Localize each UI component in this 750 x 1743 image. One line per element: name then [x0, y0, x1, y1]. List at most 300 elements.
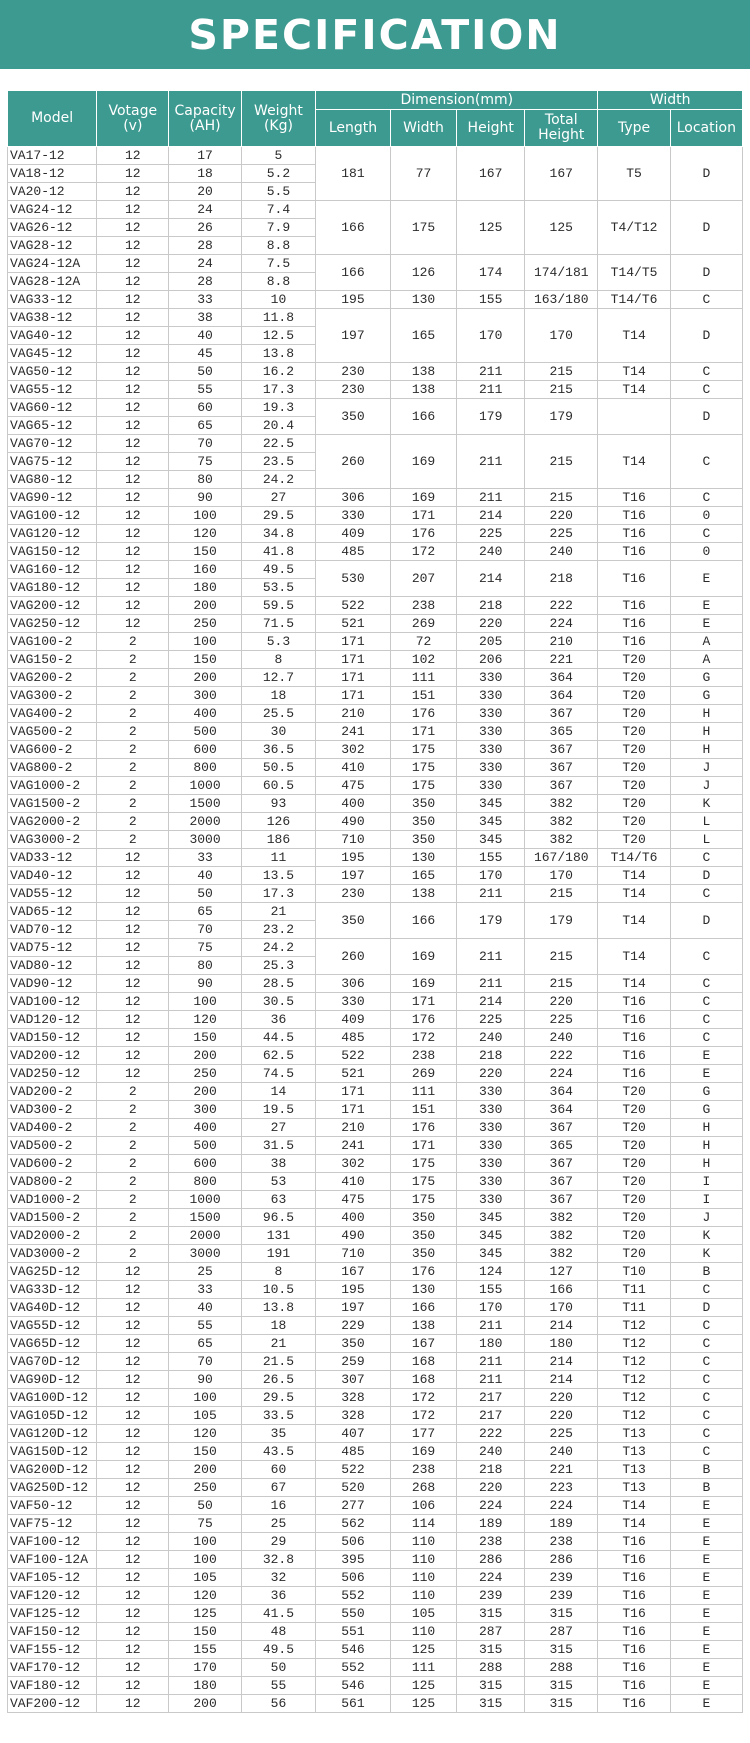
cell-voltage: 12 [97, 219, 169, 237]
cell-capacity: 2000 [169, 1227, 241, 1245]
cell-voltage: 12 [97, 1425, 169, 1443]
cell-voltage: 2 [97, 1191, 169, 1209]
cell-capacity: 55 [169, 1317, 241, 1335]
cell-total-height: 174/181 [525, 255, 598, 291]
cell-height: 315 [457, 1605, 525, 1623]
table-row [8, 939, 743, 957]
specification-table [7, 90, 743, 1713]
cell-width: 268 [390, 1479, 457, 1497]
cell-weight: 29.5 [241, 1389, 316, 1407]
cell-terminal-type: T20 [598, 1227, 670, 1245]
table-row [8, 1353, 743, 1371]
cell-weight: 8 [241, 1263, 316, 1281]
cell-height: 124 [457, 1263, 525, 1281]
cell-weight: 36 [241, 1587, 316, 1605]
cell-width: 114 [390, 1515, 457, 1533]
cell-model: VAG45-12 [8, 345, 97, 363]
cell-length: 167 [316, 1263, 391, 1281]
cell-length: 506 [316, 1533, 391, 1551]
cell-total-height: 225 [525, 1425, 598, 1443]
cell-width: 207 [390, 561, 457, 597]
cell-length: 328 [316, 1389, 391, 1407]
cell-terminal-location: J [670, 1209, 742, 1227]
cell-length: 197 [316, 309, 391, 363]
cell-total-height: 221 [525, 1461, 598, 1479]
cell-terminal-type: T12 [598, 1317, 670, 1335]
cell-width: 171 [390, 723, 457, 741]
cell-voltage: 12 [97, 1569, 169, 1587]
cell-total-height: 382 [525, 795, 598, 813]
cell-total-height: 170 [525, 309, 598, 363]
cell-voltage: 12 [97, 201, 169, 219]
table-row [8, 309, 743, 327]
cell-terminal-type: T10 [598, 1263, 670, 1281]
cell-length: 522 [316, 1461, 391, 1479]
cell-weight: 50 [241, 1659, 316, 1677]
cell-height: 330 [457, 1137, 525, 1155]
table-row [8, 1425, 743, 1443]
cell-model: VAG40-12 [8, 327, 97, 345]
cell-weight: 55 [241, 1677, 316, 1695]
cell-voltage: 2 [97, 669, 169, 687]
cell-capacity: 150 [169, 1029, 241, 1047]
cell-weight: 25 [241, 1515, 316, 1533]
cell-height: 287 [457, 1623, 525, 1641]
header-width: Width [390, 110, 457, 147]
cell-voltage: 12 [97, 1353, 169, 1371]
table-row [8, 381, 743, 399]
cell-model: VAG200D-12 [8, 1461, 97, 1479]
cell-terminal-location: E [670, 597, 742, 615]
header-total-height [525, 110, 598, 147]
cell-voltage: 2 [97, 777, 169, 795]
cell-capacity: 90 [169, 975, 241, 993]
cell-length: 475 [316, 777, 391, 795]
cell-length: 710 [316, 1245, 391, 1263]
cell-voltage: 12 [97, 183, 169, 201]
cell-model: VAG120-12 [8, 525, 97, 543]
cell-weight: 93 [241, 795, 316, 813]
cell-weight: 25.5 [241, 705, 316, 723]
cell-terminal-type: T16 [598, 1677, 670, 1695]
cell-weight: 63 [241, 1191, 316, 1209]
header-capacity-label: Capacity (AH) [174, 102, 236, 134]
header-terminal: Width [598, 91, 743, 110]
cell-height: 211 [457, 975, 525, 993]
cell-weight: 96.5 [241, 1209, 316, 1227]
cell-length: 552 [316, 1587, 391, 1605]
cell-terminal-location: K [670, 1245, 742, 1263]
cell-model: VAD65-12 [8, 903, 97, 921]
cell-capacity: 70 [169, 435, 241, 453]
cell-voltage: 12 [97, 1659, 169, 1677]
cell-capacity: 33 [169, 849, 241, 867]
cell-total-height: 215 [525, 381, 598, 399]
cell-model: VAG25D-12 [8, 1263, 97, 1281]
cell-voltage: 12 [97, 147, 169, 165]
cell-terminal-type [598, 399, 670, 435]
cell-capacity: 25 [169, 1263, 241, 1281]
cell-width: 169 [390, 975, 457, 993]
cell-terminal-type: T20 [598, 705, 670, 723]
cell-capacity: 50 [169, 1497, 241, 1515]
cell-voltage: 12 [97, 273, 169, 291]
cell-terminal-location: C [670, 1389, 742, 1407]
cell-capacity: 50 [169, 363, 241, 381]
cell-total-height: 367 [525, 1191, 598, 1209]
cell-total-height: 315 [525, 1677, 598, 1695]
cell-width: 169 [390, 1443, 457, 1461]
cell-voltage: 12 [97, 1443, 169, 1461]
table-row [8, 1209, 743, 1227]
cell-width: 269 [390, 615, 457, 633]
cell-terminal-type: T14 [598, 903, 670, 939]
cell-capacity: 3000 [169, 1245, 241, 1263]
cell-terminal-location: C [670, 975, 742, 993]
cell-capacity: 28 [169, 273, 241, 291]
cell-voltage: 2 [97, 795, 169, 813]
cell-terminal-location: D [670, 201, 742, 255]
cell-terminal-type: T4/T12 [598, 201, 670, 255]
cell-model: VAG70D-12 [8, 1353, 97, 1371]
cell-total-height: 238 [525, 1533, 598, 1551]
cell-model: VAG180-12 [8, 579, 97, 597]
table-row [8, 687, 743, 705]
cell-terminal-location: C [670, 1407, 742, 1425]
cell-voltage: 2 [97, 1083, 169, 1101]
cell-total-height: 218 [525, 561, 598, 597]
cell-height: 345 [457, 831, 525, 849]
cell-width: 130 [390, 1281, 457, 1299]
cell-model: VAG3000-2 [8, 831, 97, 849]
header-weight [241, 91, 316, 147]
cell-capacity: 400 [169, 705, 241, 723]
cell-length: 409 [316, 525, 391, 543]
cell-weight: 74.5 [241, 1065, 316, 1083]
cell-weight: 38 [241, 1155, 316, 1173]
table-row [8, 1389, 743, 1407]
cell-model: VAG70-12 [8, 435, 97, 453]
cell-model: VAF50-12 [8, 1497, 97, 1515]
cell-total-height: 220 [525, 993, 598, 1011]
cell-model: VAG160-12 [8, 561, 97, 579]
cell-voltage: 12 [97, 1605, 169, 1623]
cell-height: 218 [457, 597, 525, 615]
cell-capacity: 100 [169, 633, 241, 651]
cell-total-height: 286 [525, 1551, 598, 1569]
cell-length: 407 [316, 1425, 391, 1443]
cell-width: 238 [390, 1047, 457, 1065]
cell-voltage: 2 [97, 1227, 169, 1245]
cell-height: 180 [457, 1335, 525, 1353]
cell-capacity: 24 [169, 201, 241, 219]
cell-height: 239 [457, 1587, 525, 1605]
cell-terminal-location: L [670, 831, 742, 849]
cell-voltage: 12 [97, 327, 169, 345]
cell-weight: 27 [241, 489, 316, 507]
cell-capacity: 600 [169, 1155, 241, 1173]
cell-weight: 23.2 [241, 921, 316, 939]
cell-width: 130 [390, 849, 457, 867]
cell-weight: 5 [241, 147, 316, 165]
cell-weight: 32.8 [241, 1551, 316, 1569]
table-row [8, 201, 743, 219]
cell-terminal-type: T14 [598, 867, 670, 885]
cell-length: 395 [316, 1551, 391, 1569]
cell-terminal-location: C [670, 489, 742, 507]
cell-model: VAG100-2 [8, 633, 97, 651]
cell-terminal-type: T20 [598, 813, 670, 831]
table-row [8, 795, 743, 813]
cell-total-height: 382 [525, 1245, 598, 1263]
cell-length: 171 [316, 651, 391, 669]
cell-voltage: 12 [97, 543, 169, 561]
cell-height: 170 [457, 867, 525, 885]
table-row [8, 1605, 743, 1623]
cell-width: 125 [390, 1641, 457, 1659]
cell-height: 330 [457, 687, 525, 705]
cell-weight: 48 [241, 1623, 316, 1641]
cell-capacity: 120 [169, 525, 241, 543]
cell-width: 350 [390, 831, 457, 849]
cell-capacity: 1500 [169, 795, 241, 813]
cell-length: 181 [316, 147, 391, 201]
cell-terminal-location: D [670, 903, 742, 939]
cell-capacity: 38 [169, 309, 241, 327]
table-row [8, 1371, 743, 1389]
cell-weight: 19.5 [241, 1101, 316, 1119]
cell-capacity: 70 [169, 921, 241, 939]
cell-model: VAD90-12 [8, 975, 97, 993]
cell-terminal-type: T16 [598, 1011, 670, 1029]
cell-capacity: 500 [169, 1137, 241, 1155]
table-row [8, 1317, 743, 1335]
cell-capacity: 105 [169, 1407, 241, 1425]
cell-weight: 26.5 [241, 1371, 316, 1389]
cell-width: 171 [390, 1137, 457, 1155]
cell-total-height: 367 [525, 1155, 598, 1173]
cell-voltage: 12 [97, 1047, 169, 1065]
cell-model: VAD800-2 [8, 1173, 97, 1191]
cell-model: VAD200-12 [8, 1047, 97, 1065]
cell-model: VAG26-12 [8, 219, 97, 237]
cell-terminal-type: T16 [598, 1047, 670, 1065]
table-body [8, 147, 743, 1713]
table-row [8, 1659, 743, 1677]
table-row [8, 1533, 743, 1551]
cell-model: VAG800-2 [8, 759, 97, 777]
cell-height: 330 [457, 759, 525, 777]
table-row [8, 1443, 743, 1461]
cell-model: VAD120-12 [8, 1011, 97, 1029]
cell-weight: 60 [241, 1461, 316, 1479]
cell-model: VAD500-2 [8, 1137, 97, 1155]
table-row [8, 1335, 743, 1353]
cell-model: VAG75-12 [8, 453, 97, 471]
cell-terminal-location: E [670, 1515, 742, 1533]
cell-capacity: 300 [169, 687, 241, 705]
cell-width: 238 [390, 1461, 457, 1479]
cell-width: 72 [390, 633, 457, 651]
cell-model: VAD100-12 [8, 993, 97, 1011]
cell-terminal-location: G [670, 1083, 742, 1101]
table-row [8, 291, 743, 309]
cell-voltage: 12 [97, 957, 169, 975]
cell-voltage: 12 [97, 291, 169, 309]
cell-length: 302 [316, 1155, 391, 1173]
cell-width: 126 [390, 255, 457, 291]
cell-model: VAG33-12 [8, 291, 97, 309]
cell-terminal-type: T14 [598, 975, 670, 993]
cell-capacity: 33 [169, 1281, 241, 1299]
cell-capacity: 100 [169, 993, 241, 1011]
cell-height: 211 [457, 885, 525, 903]
cell-total-height: 364 [525, 669, 598, 687]
table-row [8, 1263, 743, 1281]
cell-width: 175 [390, 1191, 457, 1209]
cell-voltage: 12 [97, 435, 169, 453]
cell-weight: 21 [241, 903, 316, 921]
cell-model: VAG60-12 [8, 399, 97, 417]
cell-width: 138 [390, 363, 457, 381]
cell-total-height: 225 [525, 525, 598, 543]
cell-model: VAG55-12 [8, 381, 97, 399]
cell-capacity: 80 [169, 957, 241, 975]
cell-voltage: 2 [97, 687, 169, 705]
cell-width: 172 [390, 543, 457, 561]
cell-height: 225 [457, 525, 525, 543]
cell-capacity: 80 [169, 471, 241, 489]
cell-terminal-location: C [670, 1317, 742, 1335]
cell-voltage: 12 [97, 849, 169, 867]
table-row [8, 597, 743, 615]
cell-width: 165 [390, 867, 457, 885]
cell-capacity: 75 [169, 1515, 241, 1533]
cell-total-height: 214 [525, 1353, 598, 1371]
cell-weight: 20.4 [241, 417, 316, 435]
cell-total-height: 367 [525, 1173, 598, 1191]
cell-terminal-location: 0 [670, 543, 742, 561]
cell-width: 171 [390, 507, 457, 525]
table-row [8, 561, 743, 579]
cell-weight: 62.5 [241, 1047, 316, 1065]
cell-width: 110 [390, 1587, 457, 1605]
cell-total-height: 240 [525, 543, 598, 561]
cell-capacity: 250 [169, 1065, 241, 1083]
cell-height: 286 [457, 1551, 525, 1569]
cell-weight: 12.5 [241, 327, 316, 345]
cell-total-height: 288 [525, 1659, 598, 1677]
table-row [8, 1047, 743, 1065]
cell-total-height: 364 [525, 687, 598, 705]
table-row [8, 1245, 743, 1263]
cell-height: 330 [457, 723, 525, 741]
table-row [8, 759, 743, 777]
cell-terminal-location: C [670, 1029, 742, 1047]
cell-model: VAD80-12 [8, 957, 97, 975]
cell-width: 176 [390, 1263, 457, 1281]
cell-height: 345 [457, 1209, 525, 1227]
cell-width: 175 [390, 1173, 457, 1191]
cell-terminal-type: T16 [598, 597, 670, 615]
cell-capacity: 400 [169, 1119, 241, 1137]
cell-terminal-location: E [670, 1605, 742, 1623]
cell-length: 350 [316, 1335, 391, 1353]
cell-height: 224 [457, 1569, 525, 1587]
cell-terminal-type: T20 [598, 1101, 670, 1119]
cell-model: VAD75-12 [8, 939, 97, 957]
cell-terminal-type: T16 [598, 1659, 670, 1677]
cell-capacity: 24 [169, 255, 241, 273]
cell-model: VAG28-12 [8, 237, 97, 255]
cell-capacity: 20 [169, 183, 241, 201]
cell-height: 179 [457, 399, 525, 435]
cell-height: 211 [457, 435, 525, 489]
cell-capacity: 50 [169, 885, 241, 903]
cell-weight: 191 [241, 1245, 316, 1263]
cell-width: 172 [390, 1389, 457, 1407]
table-row [8, 489, 743, 507]
cell-capacity: 28 [169, 237, 241, 255]
cell-voltage: 12 [97, 1695, 169, 1713]
cell-total-height: 220 [525, 507, 598, 525]
cell-model: VA20-12 [8, 183, 97, 201]
cell-total-height: 214 [525, 1317, 598, 1335]
cell-length: 522 [316, 597, 391, 615]
cell-model: VAD400-2 [8, 1119, 97, 1137]
cell-total-height: 189 [525, 1515, 598, 1533]
cell-width: 238 [390, 597, 457, 615]
cell-width: 110 [390, 1551, 457, 1569]
cell-terminal-type: T16 [598, 507, 670, 525]
cell-capacity: 65 [169, 903, 241, 921]
cell-voltage: 2 [97, 651, 169, 669]
cell-length: 550 [316, 1605, 391, 1623]
title-banner [0, 0, 750, 69]
cell-voltage: 2 [97, 1119, 169, 1137]
cell-total-height: 224 [525, 1065, 598, 1083]
cell-length: 210 [316, 1119, 391, 1137]
cell-width: 169 [390, 435, 457, 489]
cell-voltage: 2 [97, 705, 169, 723]
cell-weight: 13.5 [241, 867, 316, 885]
cell-length: 302 [316, 741, 391, 759]
header-weight-label: Weight (Kg) [254, 102, 303, 134]
cell-voltage: 12 [97, 237, 169, 255]
cell-total-height: 225 [525, 1011, 598, 1029]
cell-weight: 53.5 [241, 579, 316, 597]
cell-capacity: 800 [169, 759, 241, 777]
cell-weight: 34.8 [241, 525, 316, 543]
cell-length: 307 [316, 1371, 391, 1389]
cell-length: 171 [316, 687, 391, 705]
cell-voltage: 12 [97, 975, 169, 993]
cell-length: 260 [316, 939, 391, 975]
table-row [8, 255, 743, 273]
cell-voltage: 12 [97, 1263, 169, 1281]
cell-total-height: 221 [525, 651, 598, 669]
cell-terminal-type: T20 [598, 1083, 670, 1101]
cell-width: 105 [390, 1605, 457, 1623]
cell-terminal-type: T20 [598, 741, 670, 759]
cell-model: VAG65D-12 [8, 1335, 97, 1353]
cell-length: 551 [316, 1623, 391, 1641]
cell-total-height: 220 [525, 1407, 598, 1425]
cell-total-height: 382 [525, 1209, 598, 1227]
table-row [8, 1623, 743, 1641]
cell-capacity: 120 [169, 1011, 241, 1029]
cell-width: 138 [390, 381, 457, 399]
